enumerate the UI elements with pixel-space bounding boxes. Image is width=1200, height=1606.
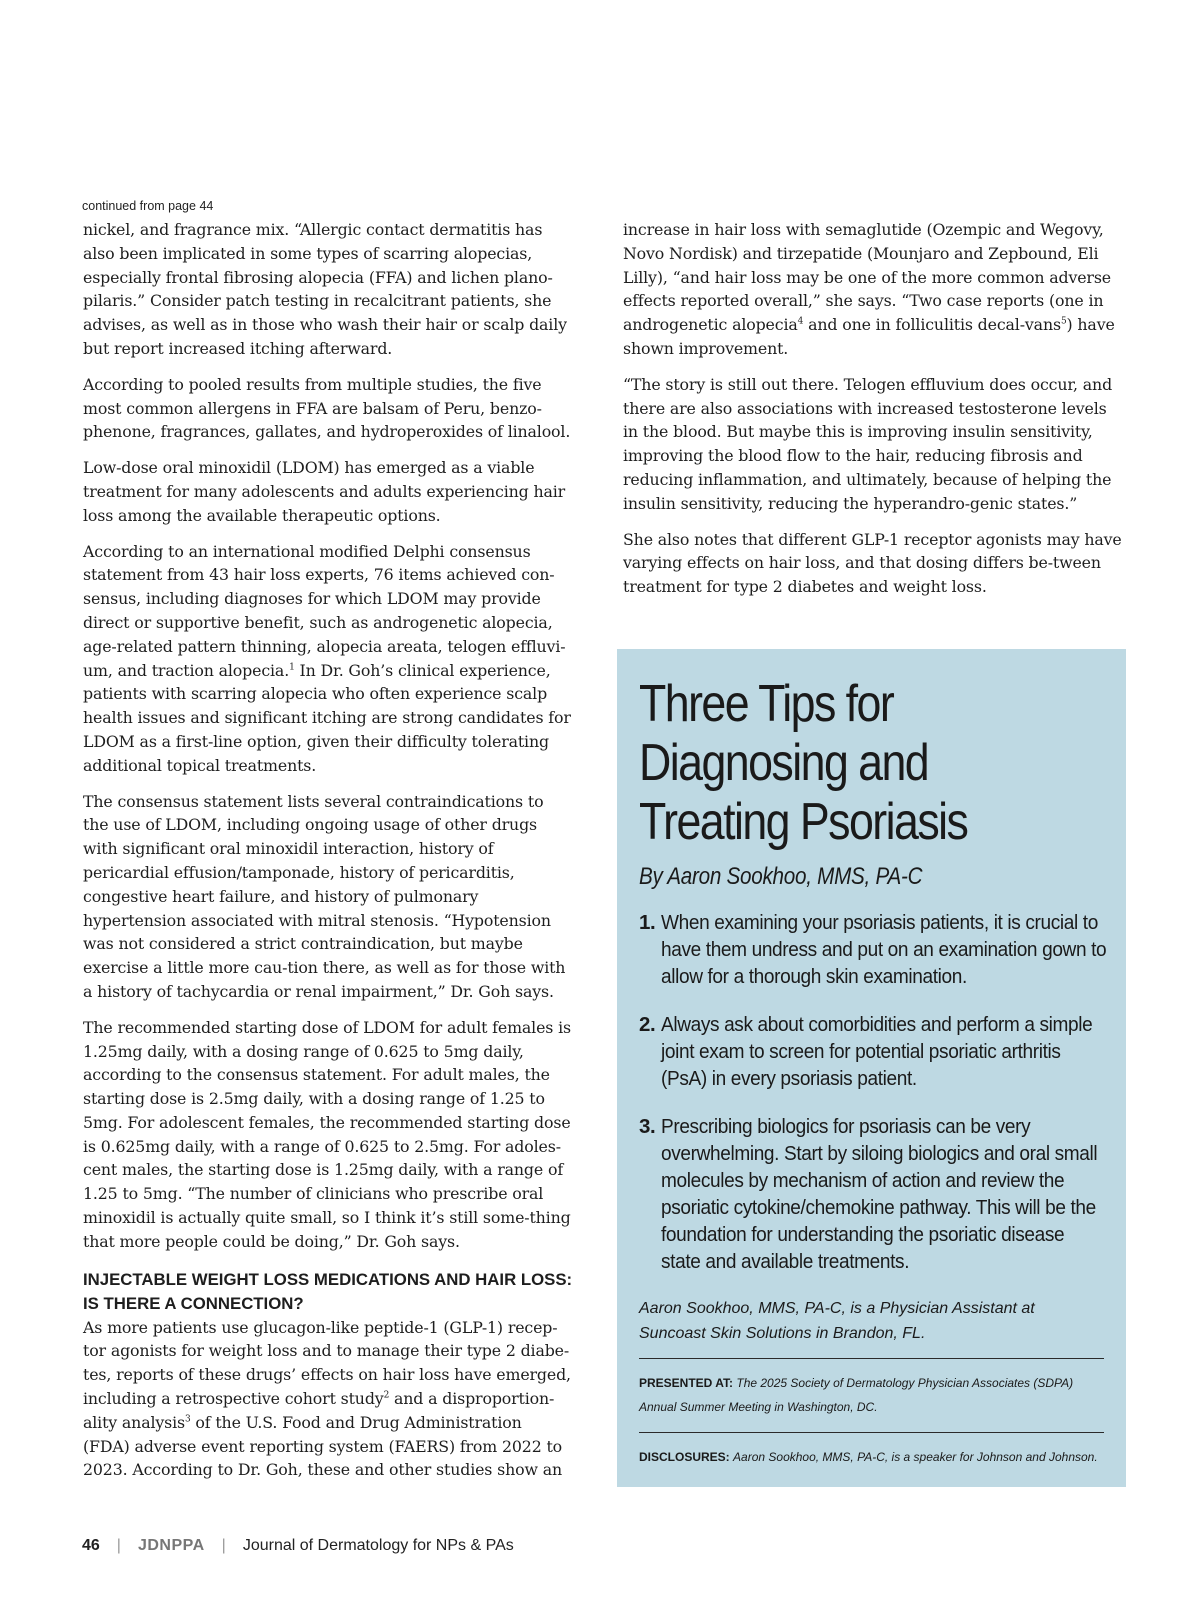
text-run: of the U.S. Food and Drug Administration (FDA) adverse event reporting system (FAERS) from 2022 to 2023. According to Dr. Goh, these and other studies show an — [83, 1412, 563, 1480]
paragraph: The recommended starting dose of LDOM for adult females is 1.25mg daily, with a dosing range of 0.625 to 5mg daily, according to the consensus statement. For adult males, the starting dose is 2.5mg daily, with a dosing range of 1.25 to 5mg. For adolescent females, the recommended starting dose is 0.625mg daily, with a range of 0.625 to 2.5mg. For adoles-cent males, the starting dose is 1.25mg daily, with a range of 1.25 to 5mg. “The number of clinicians who prescribe oral minoxidil is actually quite small, so I think it’s still some-thing that more people could be doing,” Dr. Goh says. — [83, 1017, 571, 1251]
paragraph — [83, 1316, 573, 1483]
presented-at-note — [639, 1359, 1104, 1432]
citation-superscript: 5 — [1060, 316, 1067, 327]
tips-title-line: Three Tips for — [639, 675, 894, 733]
footer-separator: | — [116, 1537, 121, 1554]
paragraph: According to pooled results from multiple studies, the five most common allergens in FFA are balsam of Peru, benzo-phenone, fragrances, gallates, and hydroperoxides of linalool. — [83, 374, 571, 442]
note-label: PRESENTED AT: — [639, 1376, 734, 1390]
text-run: In Dr. Goh’s clinical experience, patients with scarring alopecia who often experience scalp health issues and significant itching are strong candidates for LDOM as a first-line option, given their difficulty tolerating additional topical treatments. — [83, 660, 571, 775]
disclosures-note — [639, 1433, 1104, 1482]
author-bio: Aaron Sookhoo, MMS, PA-C, is a Physician Assistant at Suncoast Skin Solutions in Brandon, FL. — [639, 1300, 1035, 1342]
citation-superscript: 2 — [383, 1390, 390, 1401]
footer-separator: | — [221, 1537, 226, 1554]
tip-number: 2. — [639, 1013, 656, 1036]
tip-number: 3. — [639, 1115, 656, 1138]
tip-item — [639, 909, 1107, 990]
text-run: According to an international modified Delphi consensus statement from 43 hair loss experts, 76 items achieved con-sensus, including diagnoses for which LDOM may provide direct or supportive benefit, such as androgenetic alopecia, age-related pattern thinning, alopecia areata, telogen effluvi-um, and traction alopecia. — [83, 541, 566, 680]
journal-name: Journal of Dermatology for NPs & PAs — [242, 1537, 514, 1554]
tip-text: Prescribing biologics for psoriasis can be very overwhelming. Start by siloing biologics and oral small molecules by mechanism of action and review the psoriatic cytokine/chemokine pathway. This will be the foundation for understanding the psoriatic disease state and available treatments. — [661, 1115, 1098, 1273]
page-footer — [82, 1537, 514, 1555]
tip-item — [639, 1011, 1104, 1092]
citation-superscript: 3 — [184, 1414, 191, 1425]
paragraph — [83, 540, 573, 778]
left-column — [83, 218, 573, 1482]
tip-text: When examining your psoriasis patients, it is crucial to have them undress and put on an examination gown to allow for a thorough skin examination. — [661, 911, 1107, 988]
paragraph — [623, 218, 1123, 361]
journal-abbreviation: JDNPPA — [137, 1537, 205, 1554]
note-label: DISCLOSURES: — [639, 1450, 730, 1464]
right-column — [623, 218, 1123, 611]
citation-superscript: 1 — [289, 662, 295, 673]
continued-note: continued from page 44 — [82, 199, 214, 213]
note-text: Aaron Sookhoo, MMS, PA-C, is a speaker for Johnson and Johnson. — [733, 1450, 1098, 1464]
text-run: and a disproportion-ality analysis — [83, 1389, 555, 1432]
text-run: ) have shown improvement. — [623, 315, 1115, 358]
paragraph: The consensus statement lists several contraindications to the use of LDOM, including ongoing usage of other drugs with significant oral minoxidil interaction, history of pericardial effusion/tamponade, history of pericarditis, congestive heart failure, and history of pulmonary hypertension associated with mitral stenosis. “Hypotension was not considered a strict contraindication, but maybe exercise a little more cau-tion there, as well as for those with a history of tachycardia or renal impairment,” Dr. Goh says. — [83, 791, 566, 1001]
text-run: and one in folliculitis decal-vans — [803, 315, 1061, 335]
page-number: 46 — [82, 1537, 100, 1554]
text-run: As more patients use glucagon-like peptide-1 (GLP-1) recep-tor agonists for weight loss and to manage their type 2 diabe-tes, reports of these drugs’ effects on hair loss have emerged, including a retrospective cohort study — [83, 1317, 571, 1409]
citation-superscript: 4 — [797, 316, 804, 327]
tips-title-line: Treating Psoriasis — [639, 793, 968, 851]
tips-sidebar-box — [617, 649, 1126, 1487]
paragraph: “The story is still out there. Telogen effluvium does occur, and there are also associations with increased testosterone levels in the blood. But maybe this is improving insulin sensitivity, improving the blood flow to the hair, reducing fibrosis and reducing inflammation, and ultimately, because of helping the insulin sensitivity, reducing the hyperandro-genic states.” — [623, 374, 1113, 513]
paragraph: She also notes that different GLP-1 receptor agonists may have varying effects on hair loss, and that dosing differs be-tween treatment for type 2 diabetes and weight loss. — [623, 529, 1122, 597]
section-heading: INJECTABLE WEIGHT LOSS MEDICATIONS AND HAIR LOSS: IS THERE A CONNECTION? — [83, 1269, 573, 1313]
paragraph: Low-dose oral minoxidil (LDOM) has emerged as a viable treatment for many adolescents and adults experiencing hair loss among the available therapeutic options. — [83, 458, 566, 525]
tips-title — [639, 675, 1121, 852]
tips-title-line: Diagnosing and — [639, 734, 929, 792]
paragraph: nickel, and fragrance mix. “Allergic contact dermatitis has also been implicated in some types of scarring alopecias, especially frontal fibrosing alopecia (FFA) and lichen plano-pilaris.” Consider patch testing in recalcitrant patients, she advises, as well as in those who wash their hair or scalp daily but report increased itching afterward. — [83, 220, 567, 358]
byline: By Aaron Sookhoo, MMS, PA-C — [639, 863, 923, 890]
tip-item — [639, 1113, 1104, 1275]
tip-number: 1. — [639, 911, 656, 934]
tips-list — [639, 909, 1107, 1275]
note-text: The 2025 Society of Dermatology Physician Associates (SDPA) Annual Summer Meeting in Washington, DC. — [639, 1376, 1074, 1414]
text-run: increase in hair loss with semaglutide (Ozempic and Wegovy, Novo Nordisk) and tirzepatide (Mounjaro and Zepbound, Eli Lilly), “and hair loss may be one of the more common adverse effects reported overall,” she says. “Two case reports (one in androgenetic alopecia — [623, 220, 1111, 335]
tip-text: Always ask about comorbidities and perform a simple joint exam to screen for potential psoriatic arthritis (PsA) in every psoriasis patient. — [661, 1013, 1093, 1090]
